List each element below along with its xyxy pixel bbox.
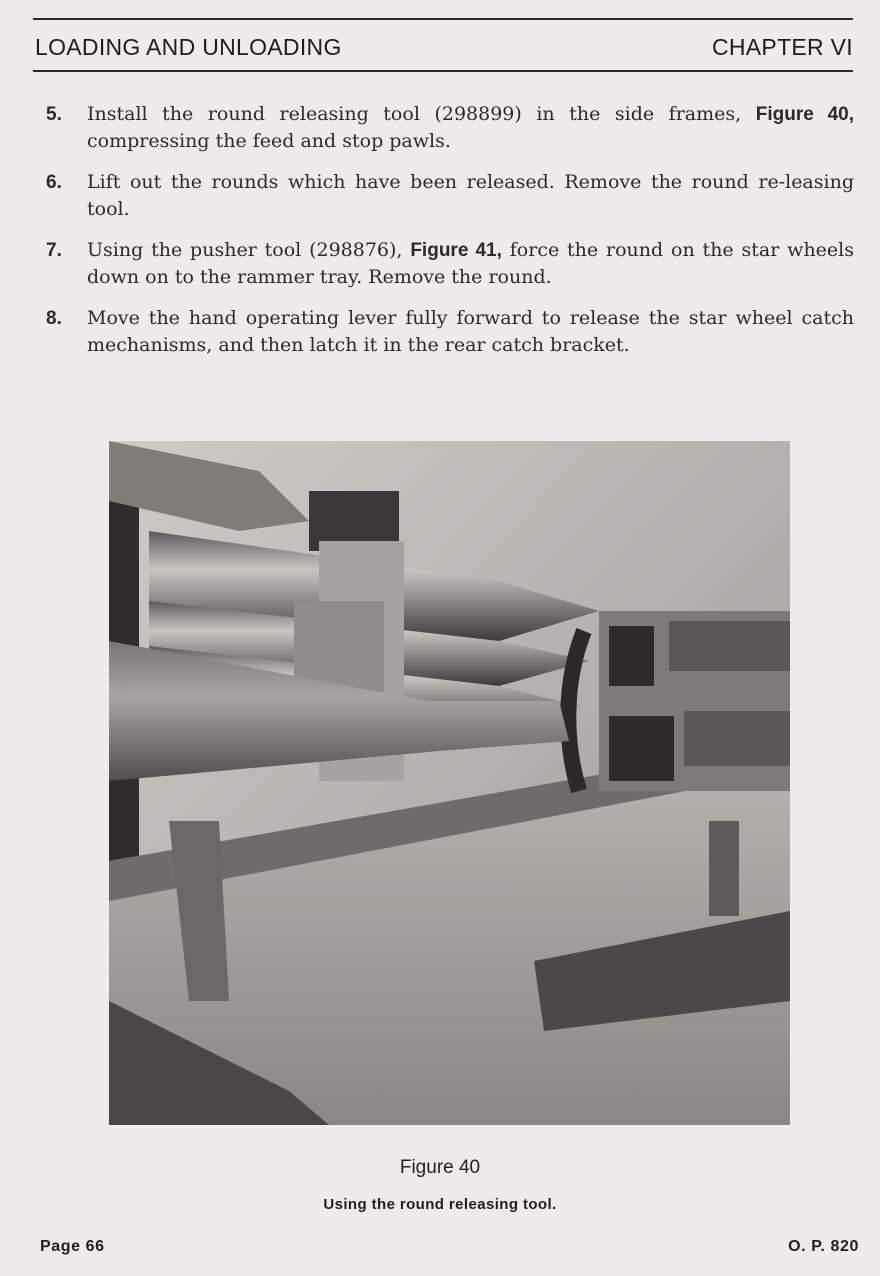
- step-number: 8.: [46, 308, 62, 329]
- round-releasing-tool-illustration: [109, 441, 790, 1125]
- figure-label: Figure 40: [399, 1157, 481, 1178]
- step-text: Move the hand operating lever fully forward to release the star wheel catch mechanisms, and then latch it in the rear catch bracket.: [87, 307, 854, 356]
- figure-reference: Figure 41,: [410, 240, 502, 261]
- page-number: Page 66: [40, 1238, 105, 1255]
- page-header: [35, 30, 853, 64]
- step-number: 5.: [46, 104, 62, 125]
- chapter-label: CHAPTER VI: [711, 33, 853, 60]
- step-6: [46, 169, 854, 223]
- step-text: Install the round releasing tool (298899) in the side frames, Figure 40, compressing the feed and stop pawls.: [87, 103, 854, 152]
- step-8: [46, 305, 854, 359]
- step-text: Using the pusher tool (298876), Figure 41, force the round on the star wheels down on to the rammer tray. Remove the round.: [87, 239, 854, 288]
- step-text: Lift out the rounds which have been released. Remove the round re-leasing tool.: [87, 171, 854, 220]
- figure-caption: Using the round releasing tool.: [323, 1196, 557, 1213]
- figure-40-photo: [109, 441, 790, 1125]
- step-5: [46, 101, 854, 155]
- header-top-rule: [33, 18, 853, 20]
- instruction-steps: [46, 101, 854, 373]
- document-code: O. P. 820: [788, 1238, 859, 1255]
- step-number: 6.: [46, 172, 62, 193]
- step-number: 7.: [46, 240, 62, 261]
- step-7: [46, 237, 854, 291]
- header-bottom-rule: [33, 70, 853, 72]
- section-title: LOADING AND UNLOADING: [35, 33, 342, 60]
- figure-reference: Figure 40,: [755, 104, 854, 125]
